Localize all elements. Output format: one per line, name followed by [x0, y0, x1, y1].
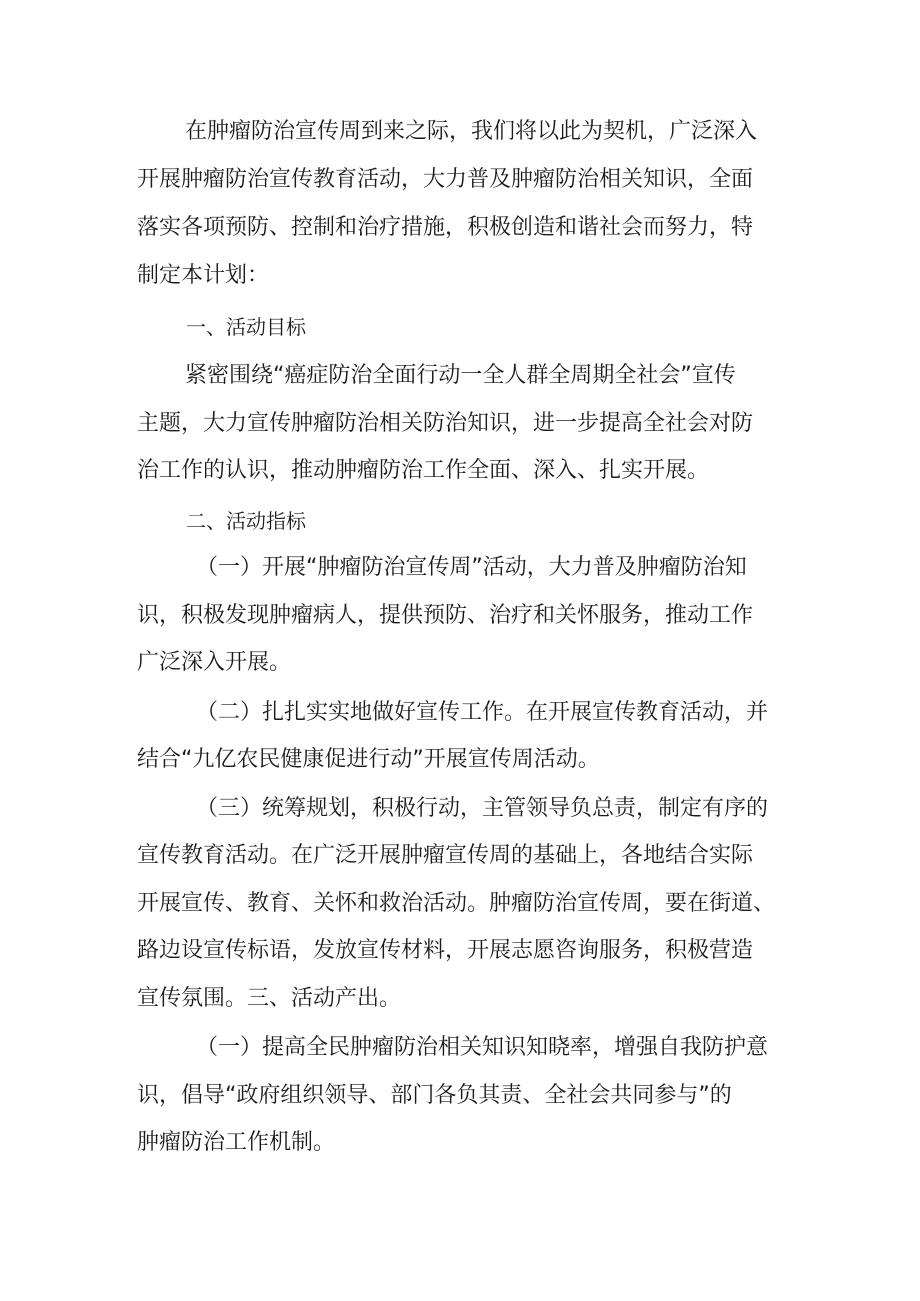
text-line-content: 开展宣传、教育、关怀和救治活动。肿瘤防治宣传周，要在街道、	[137, 891, 776, 916]
text-line-content: 主题，大力宣传肿瘤防治相关防治知识，进一步提高全社会对防	[137, 411, 754, 436]
text-line-content: （一）提高全民肿瘤防治相关知识知晓率，增强自我防护意	[196, 1035, 769, 1060]
text-line-content: （二）扎扎实实地做好宣传工作。在开展宣传教育活动，并	[196, 700, 769, 725]
text-line	[0, 931, 920, 971]
text-line	[0, 256, 920, 296]
text-line-content: 识，积极发现肿瘤病人，提供预防、治疗和关怀服务，推动工作	[137, 603, 754, 628]
text-line	[0, 789, 920, 829]
text-line-content: 紧密围绕“癌症防治全面行动一全人群全周期全社会”宣传	[185, 363, 736, 388]
text-line	[0, 979, 920, 1019]
text-line-content: 制定本计划：	[137, 263, 270, 288]
text-line-content: （一）开展“肿瘤防治宣传周”活动，大力普及肿瘤防治知	[196, 555, 747, 580]
text-line-content: 开展肿瘤防治宣传教育活动，大力普及肿瘤防治相关知识，全面	[137, 167, 754, 192]
text-line	[0, 208, 920, 248]
text-line-content: 治工作的认识，推动肿瘤防治工作全面、深入、扎实开展。	[137, 458, 710, 483]
text-line	[0, 596, 920, 636]
section-heading	[0, 307, 920, 347]
text-line-content: 肿瘤防治工作机制。	[137, 1130, 336, 1155]
text-line-content: 广泛深入开展。	[137, 650, 292, 675]
section-heading-text: 一、活动目标	[186, 315, 306, 339]
section-heading	[0, 501, 920, 541]
text-line-content: 落实各项预防、控制和治疗措施，积极创造和谐社会而努力，特	[137, 215, 754, 240]
text-line-content: 路边设宣传标语，发放宣传材料，开展志愿咨询服务，积极营造	[137, 938, 754, 963]
text-line	[0, 160, 920, 200]
section-heading-text: 二、活动指标	[186, 509, 306, 533]
text-line	[0, 1028, 920, 1068]
text-line	[0, 451, 920, 491]
text-line	[0, 548, 920, 588]
text-line	[0, 1076, 920, 1116]
text-line	[0, 643, 920, 683]
text-line	[0, 356, 920, 396]
text-line-content: 在肿瘤防治宣传周到来之际，我们将以此为契机，广泛深入	[185, 119, 758, 144]
text-line-content: 识，倡导“政府组织领导、部门各负其责、全社会共同参与”的	[137, 1083, 732, 1108]
text-line-content: （三）统筹规划，积极行动，主管领导负总责，制定有序的	[196, 796, 769, 821]
text-line	[0, 693, 920, 733]
text-line	[0, 1123, 920, 1163]
text-line	[0, 112, 920, 152]
text-line	[0, 740, 920, 780]
text-line-content: 结合“九亿农民健康促进行动”开展宣传周活动。	[137, 747, 600, 772]
text-line	[0, 884, 920, 924]
text-line	[0, 836, 920, 876]
text-line-content: 宣传教育活动。在广泛开展肿瘤宣传周的基础上，各地结合实际	[137, 843, 754, 868]
text-line	[0, 404, 920, 444]
text-line-content: 宣传氛围。三、活动产出。	[137, 986, 402, 1011]
